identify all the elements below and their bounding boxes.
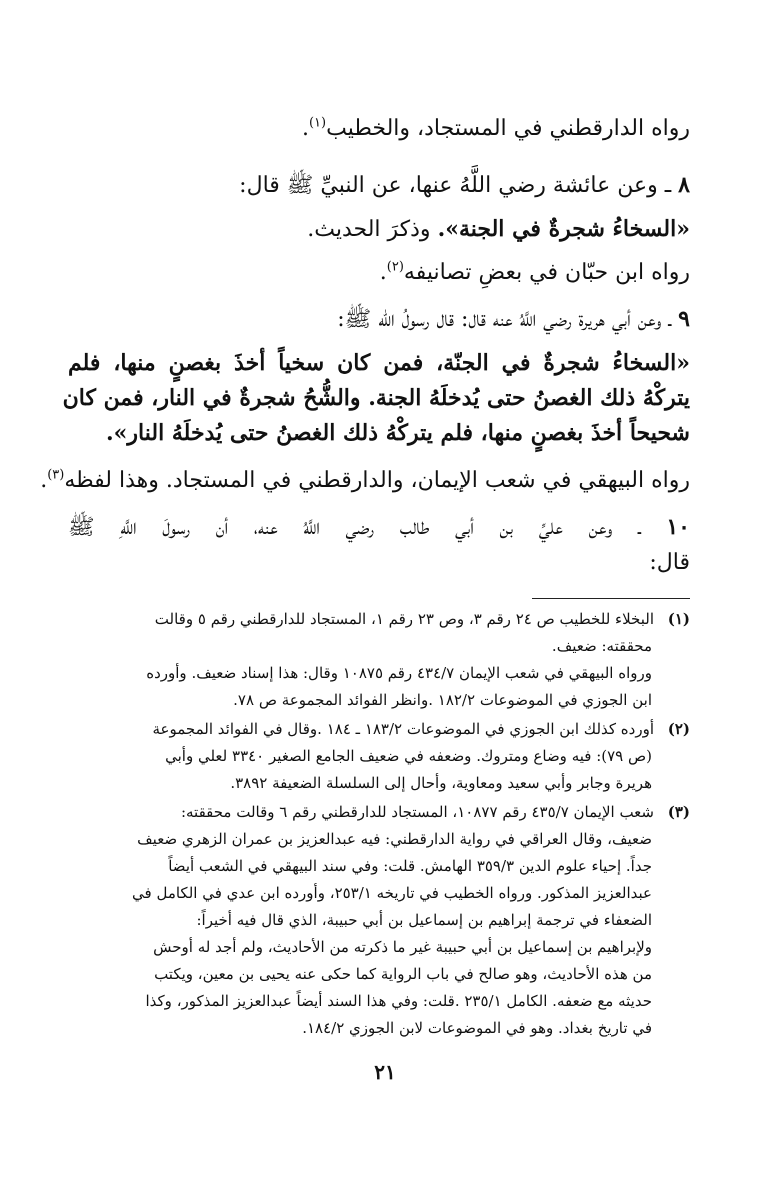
page-number: ٢١ [374,1060,396,1084]
narration-text: رواه الدارقطني في المستجاد، والخطيب [326,116,690,141]
footnote-1-line-2: محققته: ضعيف. [551,637,652,655]
footnote-ref-3: (٣) [47,467,65,483]
hadith-note: وذكرَ الحديث. [307,217,438,242]
sentence-end: . [40,468,48,493]
paragraph-narration-1 [68,112,690,146]
footnote-number: (١) [667,610,690,628]
hadith-intro-text: ـ وعن عائشة رضي اللَّهُ عنها، عن النبيِّ ﷺ قال: [239,173,672,198]
hadith-intro-text: ـ وعن عليِّ بن أبي طالب رضي اللَّهُ عنه، أن رسولَ اللَّهِ ﷺ [68,515,641,540]
sentence-end: . [301,116,309,141]
hadith-quote: «السخاءُ شجرةٌ في الجنة». [437,216,690,242]
footnote-2-line-1 [68,716,690,743]
footnote-number: (٢) [667,720,690,738]
footnote-divider [532,598,690,599]
paragraph-hadith-9-intro [68,302,690,337]
hadith-intro-text: ـ وعن أبي هريرة رضي اللَّهُ عنه قال: قال رسولُ الله ﷺ: [337,307,672,332]
footnote-1-line-3: ورواه البيهقي في شعب الإيمان ٤٣٤/٧ رقم ١٠٨٧٥ وقال: هذا إسناد ضعيف. وأورده [146,664,652,682]
footnote-3-line-1 [68,799,690,826]
footnote-3-line-2: ضعيف، وقال العراقي في رواية الدارقطني: فيه عبدالعزيز بن عمران الزهري ضعيف [137,830,652,848]
footnote-text: البخلاء للخطيب ص ٢٤ رقم ٣، وص ٢٣ رقم ١، المستجاد للدارقطني رقم ٥ وقالت [154,610,654,628]
footnote-2-line-2: (ص ٧٩): فيه وضاع ومتروك. وضعفه في ضعيف الجامع الصغير ٣٣٤٠ لعلي وأبي [165,747,652,765]
footnote-number: (٣) [667,803,690,821]
paragraph-hadith-10-line-2: قال: [649,550,690,575]
hadith-9-line-1: «السخاءُ شجرةٌ في الجنّة، فمن كان سخياً أخذَ بغصنٍ منها، فلم [68,350,690,376]
paragraph-hadith-8-text [68,212,690,247]
footnote-3-line-9: في تاريخ بغداد. وهو في الموضوعات لابن الجوزي ١٨٤/٢. [302,1019,652,1037]
paragraph-hadith-8-intro [68,168,690,203]
footnote-text: أورده كذلك ابن الجوزي في الموضوعات ١٨٣/٢ ـ ١٨٤ .وقال في الفوائد المجموعة [152,720,654,738]
footnote-text: شعب الإيمان ٤٣٥/٧ رقم ١٠٨٧٧، المستجاد للدارقطني رقم ٦ وقالت محققته: [180,803,654,821]
narration-text: رواه البيهقي في شعب الإيمان، والدارقطني في المستجاد. وهذا لفظه [64,468,690,493]
paragraph-narration-2 [68,256,690,290]
footnote-3-line-5: الضعفاء في ترجمة إبراهيم بن إسماعيل بن أبي حبيبة، الذي قال فيه أخيراً: [196,911,652,929]
narration-text: رواه ابن حبّان في بعضِ تصانيفه [403,260,690,285]
footnote-3-line-4: عبدالعزيز المذكور. ورواه الخطيب في تاريخه ٢٥٣/١، وأورده ابن عدي في الكامل في [132,884,652,902]
hadith-9-line-3: شحيحاً أخذَ بغصنٍ منها، فلم يتركْهُ ذلك الغصنُ حتى يُدخلَهُ النار». [106,420,690,446]
footnote-2-line-3: هريرة وجابر وأبي سعيد ومعاوية، وأحال إلى السلسلة الضعيفة ٣٨٩٢. [230,774,652,792]
footnote-1-line-4: ابن الجوزي في الموضوعات ١٨٢/٢ .وانظر الفوائد المجموعة ص ٧٨. [233,691,652,709]
paragraph-hadith-10-line-1 [68,510,690,545]
footnote-3-line-6: ولإبراهيم بن إسماعيل بن أبي حبيبة غير ما ذكرته من الأحاديث، ولم أجد له أوحش [153,938,652,956]
paragraph-narration-3 [40,464,690,498]
footnote-ref-2: (٢) [386,259,404,275]
hadith-number: ٨ [678,172,690,198]
footnote-ref-1: (١) [308,115,327,131]
sentence-end: . [379,260,387,285]
hadith-number: ١٠ [666,514,690,540]
hadith-number: ٩ [678,306,690,332]
footnote-3-line-7: من هذه الأحاديث، وهو صالح في باب الرواية كما حكى عنه يحيى بن معين، ويكتب [154,965,652,983]
hadith-9-line-2: يتركْهُ ذلك الغصنُ حتى يُدخلَهُ الجنة. والشُّحُ شجرةٌ في النار، فمن كان [62,385,690,411]
footnote-3-line-8: حديثه مع ضعفه. الكامل ٢٣٥/١ .قلت: وفي هذا السند أيضاً عبدالعزيز المذكور، وكذا [145,992,652,1010]
footnote-1-line-1 [68,606,690,633]
footnote-3-line-3: جداً. إحياء علوم الدين ٣٥٩/٣ الهامش. قلت: وفي سند البيهقي في الشعب أيضاً [168,857,652,875]
